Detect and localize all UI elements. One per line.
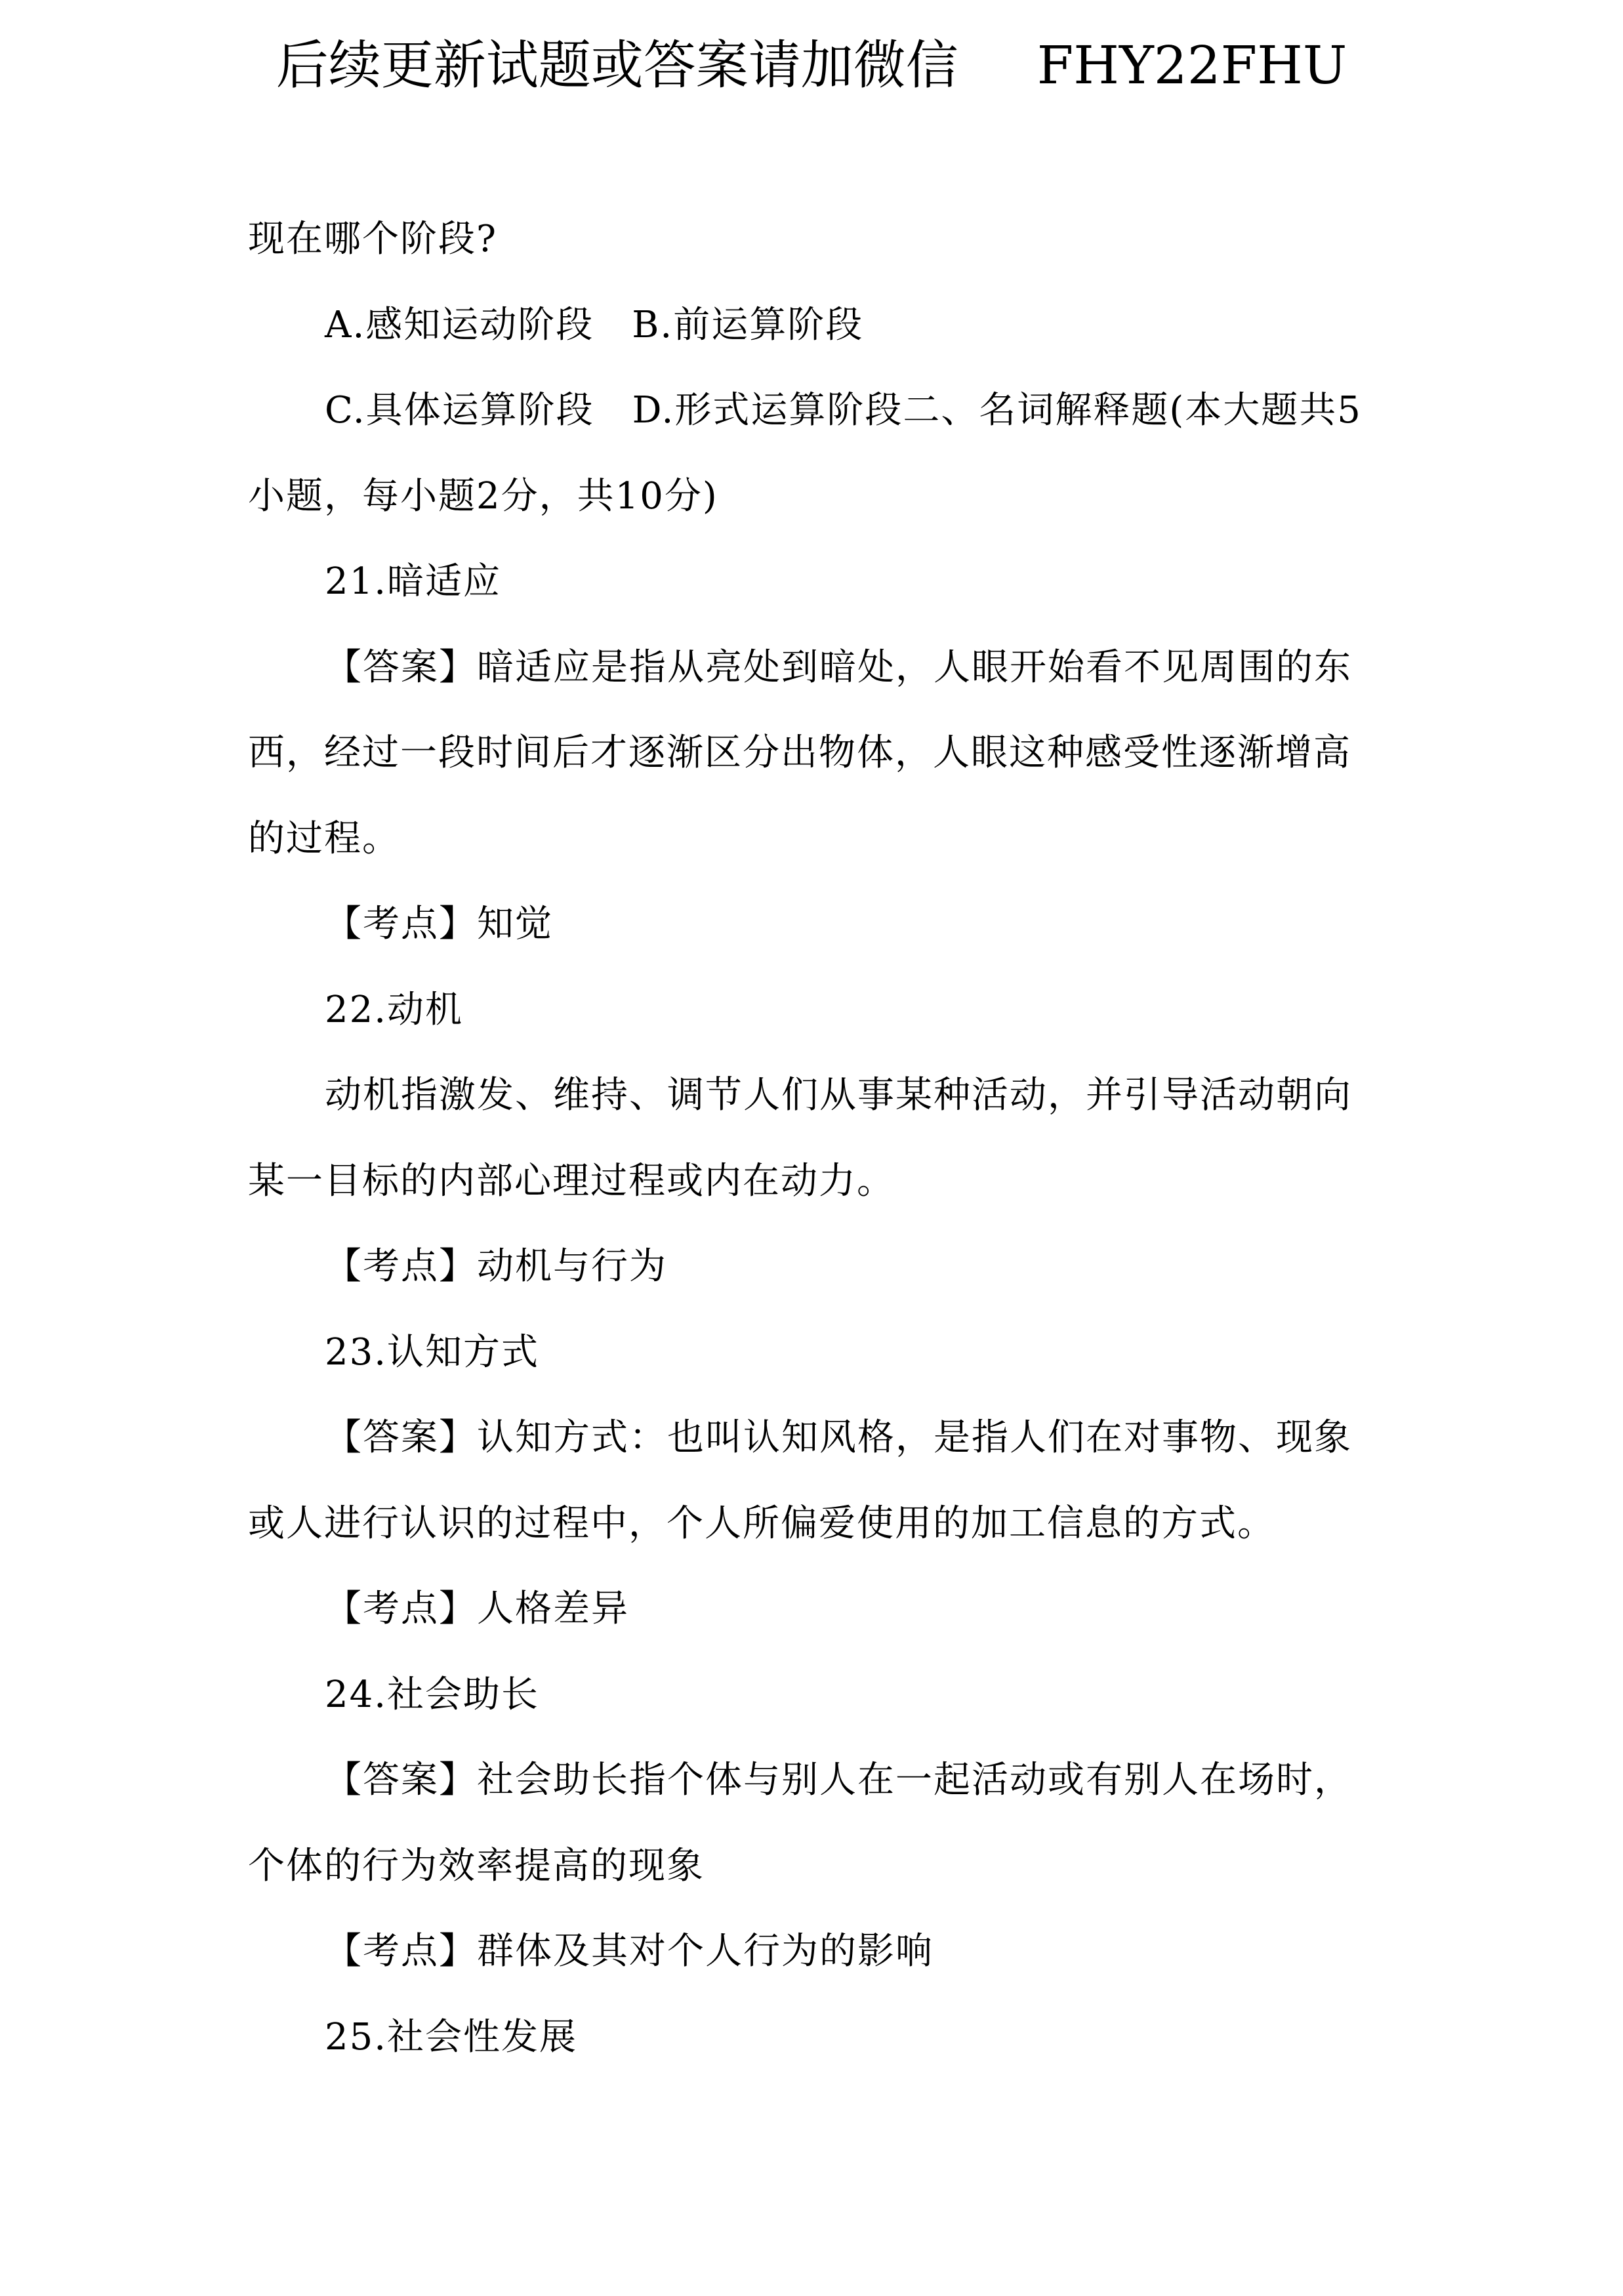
wechat-id: FHY22FHU	[1037, 35, 1347, 96]
document-body	[248, 197, 1383, 2080]
text-line: 【答案】认知方式：也叫认知风格，是指人们在对事物、现象	[325, 1416, 1352, 1459]
text-line: 【考点】动机与行为	[325, 1245, 667, 1288]
text-line: 23.认知方式	[325, 1330, 540, 1374]
text-line: 现在哪个阶段?	[248, 218, 498, 260]
text-line: 或人进行认识的过程中，个人所偏爱使用的加工信息的方式。	[248, 1502, 1275, 1545]
text-line: 22.动机	[325, 988, 464, 1031]
text-line: 【考点】群体及其对个人行为的影响	[325, 1930, 934, 1973]
text-line: 某一目标的内部心理过程或内在动力。	[248, 1159, 895, 1202]
header-text: 后续更新试题或答案请加微信	[276, 35, 958, 96]
text-line: A.感知运动阶段 B.前运算阶段	[325, 303, 864, 346]
text-line: 个体的行为效率提高的现象	[248, 1844, 705, 1887]
text-line: 21.暗适应	[325, 560, 502, 603]
page-header	[0, 26, 1623, 105]
text-line: 【答案】暗适应是指从亮处到暗处，人眼开始看不见周围的东	[325, 646, 1352, 689]
text-line: 25.社会性发展	[325, 2015, 578, 2059]
text-line: 【答案】社会助长指个体与别人在一起活动或有别人在场时，	[325, 1759, 1352, 1801]
text-line: 西，经过一段时间后才逐渐区分出物体，人眼这种感受性逐渐增高	[248, 731, 1351, 774]
text-line: 【考点】知觉	[325, 903, 553, 945]
text-line: 的过程。	[248, 817, 400, 860]
text-line: 小题，每小题2分，共10分)	[248, 474, 718, 518]
text-line: 动机指激发、维持、调节人们从事某种活动，并引导活动朝向	[325, 1074, 1352, 1117]
text-line: 【考点】人格差异	[325, 1588, 629, 1630]
text-line: C.具体运算阶段 D.形式运算阶段二、名词解释题(本大题共5	[325, 389, 1362, 432]
text-line: 24.社会助长	[325, 1673, 540, 1716]
